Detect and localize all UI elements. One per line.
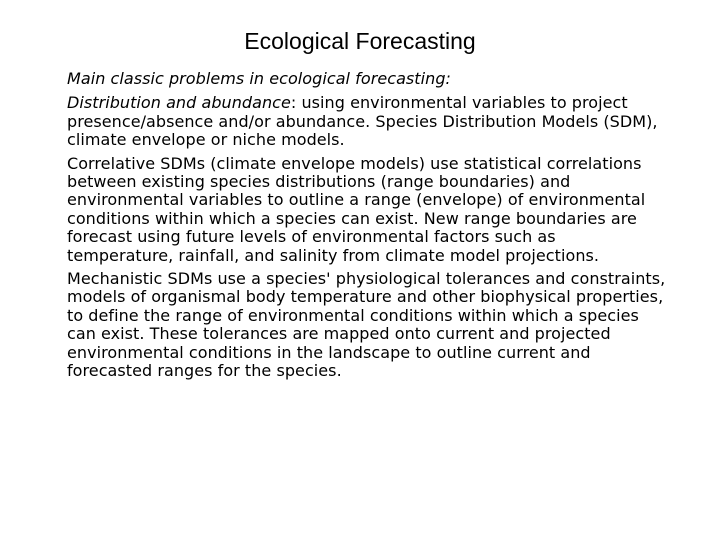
distribution-term: Distribution and abundance (67, 93, 291, 113)
mechanistic-paragraph: Mechanistic SDMs use a species' physiological tolerances and constraints, models of organismal body temperature and other biophysical properties, to define the range of environmental conditions within which a species can exist. These tolerances are mapped onto current and projected environmental conditions in the landscape to outline current and forecasted ranges for the species. (67, 269, 666, 381)
slide-content (67, 70, 667, 386)
intro-paragraph (67, 70, 667, 88)
distribution-text: : using environmental variables to project presence/absence and/or abundance. Species Distribution Models (SDM), climate envelope or niche models. (67, 93, 658, 150)
distribution-paragraph (67, 94, 667, 149)
correlative-paragraph: Correlative SDMs (climate envelope models) use statistical correlations between existing species distributions (range boundaries) and environmental variables to outline a range (envelope) of environmental conditions within which a species can exist. New range boundaries are forecast using future levels of environmental factors such as temperature, rainfall, and salinity from climate model projections. (67, 153, 646, 265)
intro-text: Main classic problems in ecological forecasting: (67, 69, 451, 88)
slide-title: Ecological Forecasting (244, 28, 476, 54)
